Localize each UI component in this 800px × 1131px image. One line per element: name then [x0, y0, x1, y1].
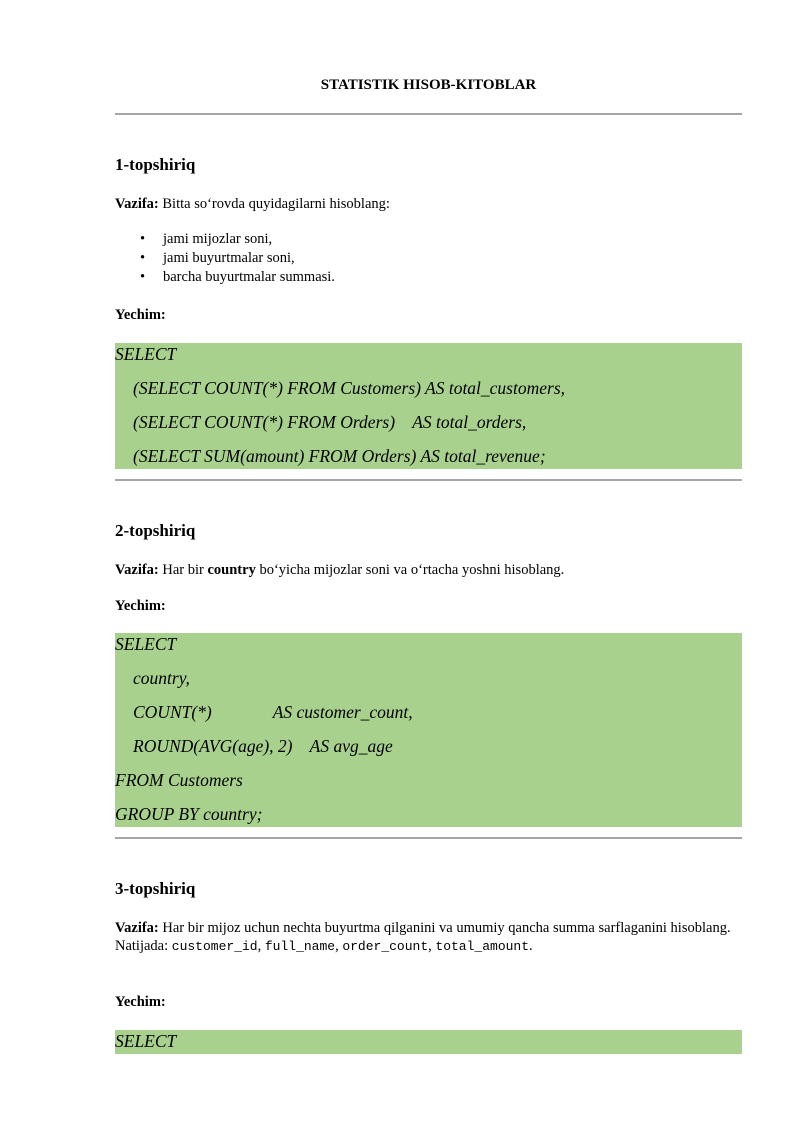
- task1-heading: 1-topshiriq: [115, 155, 196, 174]
- code-line: SELECT: [115, 1031, 177, 1051]
- field-name: customer_id: [171, 939, 258, 954]
- code-line: (SELECT COUNT(*) FROM Customers) AS total_customers,: [133, 378, 566, 398]
- code-line: (SELECT COUNT(*) FROM Orders) AS total_orders,: [133, 412, 527, 432]
- code-line: COUNT(*) AS customer_count,: [133, 702, 413, 722]
- task2-vazifa-label: Vazifa:: [115, 562, 159, 578]
- list-item: • jami mijozlar soni,: [140, 231, 273, 247]
- bullet-icon: •: [140, 231, 146, 247]
- task3-vazifa-label: Vazifa:: [115, 920, 159, 936]
- code-line: GROUP BY country;: [115, 804, 263, 824]
- list-item: • barcha buyurtmalar summasi.: [140, 269, 335, 285]
- task3-code-block: [115, 1030, 742, 1054]
- list-item: • jami buyurtmalar soni,: [140, 250, 295, 266]
- task1-yechim-label: Yechim:: [115, 307, 166, 323]
- task1-bullet-list: [115, 230, 335, 287]
- task2-country-keyword: country: [207, 562, 256, 578]
- title-divider: [115, 113, 742, 115]
- task3-yechim-label: Yechim:: [115, 994, 166, 1010]
- task2-yechim-label: Yechim:: [115, 598, 166, 614]
- field-name: total_amount: [435, 939, 530, 954]
- task2-code-block: [115, 633, 742, 827]
- code-line: FROM Customers: [115, 770, 243, 790]
- task1-code-block: [115, 343, 742, 469]
- document-title: STATISTIK HISOB-KITOBLAR: [320, 77, 537, 93]
- task1-description: [115, 195, 742, 213]
- task3-description: Vazifa: Har bir mijoz uchun nechta buyurtma qilganini va umumiy qancha summa sarflaganini hisoblang. Natijada: customer_id, full_name, order_count, total_amount.: [115, 920, 731, 954]
- code-line: country,: [133, 668, 190, 688]
- task1-vazifa-text: Bitta so‘rovda quyidagilarni hisoblang:: [158, 196, 390, 212]
- task1-divider: [115, 479, 742, 481]
- bullet-icon: •: [140, 250, 146, 266]
- field-name: full_name: [264, 939, 336, 954]
- code-line: SELECT: [115, 344, 177, 364]
- task2-divider: [115, 837, 742, 839]
- code-line: (SELECT SUM(amount) FROM Orders) AS total_revenue;: [133, 446, 546, 466]
- task2-description: Vazifa: Har bir country bo‘yicha mijozlar soni va o‘rtacha yoshni hisoblang.: [115, 562, 565, 578]
- field-name: order_count: [342, 939, 429, 954]
- code-line: SELECT: [115, 634, 177, 654]
- bullet-icon: •: [140, 269, 146, 285]
- code-line: ROUND(AVG(age), 2) AS avg_age: [133, 736, 393, 756]
- task3-heading: 3-topshiriq: [115, 879, 196, 898]
- task2-heading: 2-topshiriq: [115, 521, 196, 540]
- task1-vazifa-label: Vazifa:: [115, 196, 159, 212]
